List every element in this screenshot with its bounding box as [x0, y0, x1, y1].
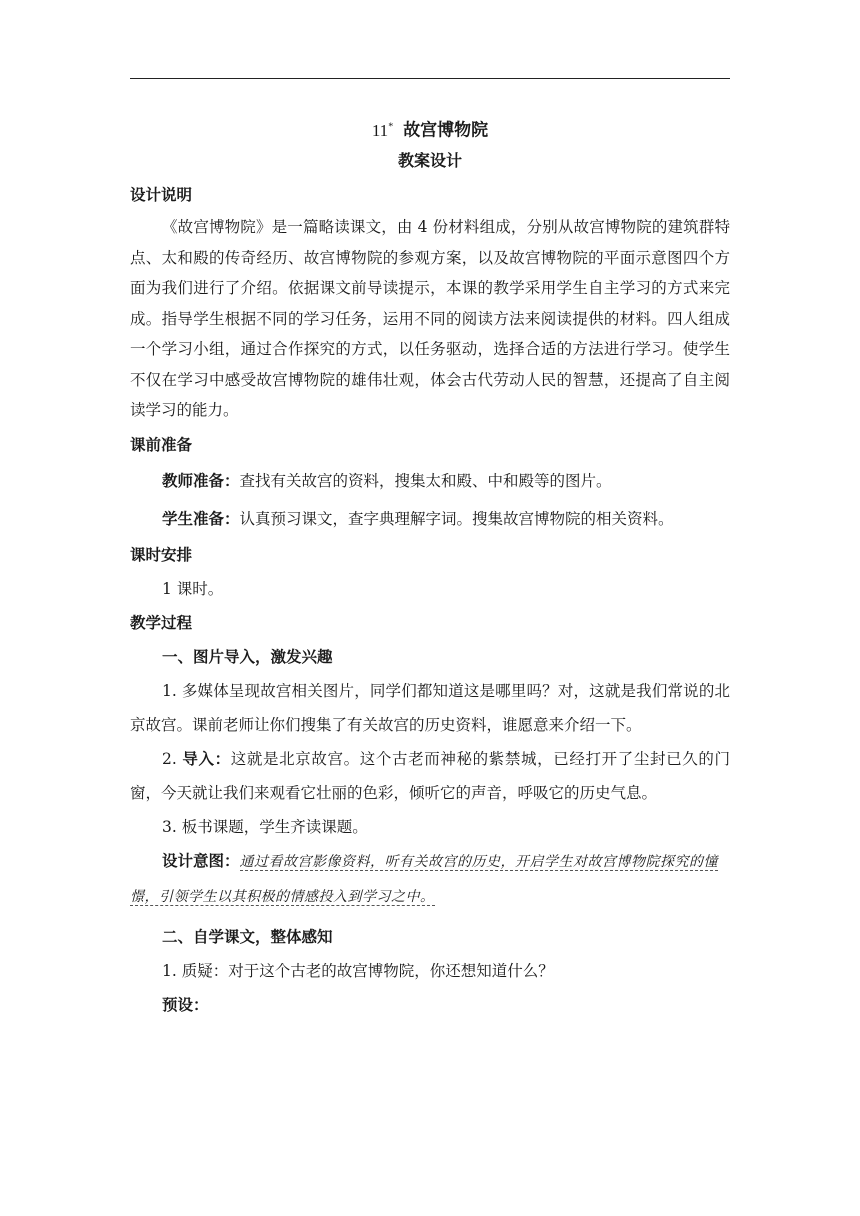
design-intent-label: 设计意图：: [162, 851, 240, 870]
teacher-prep-label: 教师准备：: [162, 471, 240, 490]
part2-step1-prefix: 1.: [162, 961, 182, 980]
design-intent: [130, 844, 730, 914]
section-heading-process: 教学过程: [130, 613, 193, 632]
part1-heading: 一、图片导入，激发兴趣: [162, 647, 333, 666]
preset-label: 预设：: [162, 995, 209, 1014]
part1-step-3: 3. 板书课题，学生齐读课题。: [162, 817, 368, 836]
design-intent-text: 通过看故宫影像资料，听有关故宫的历史，开启学生对故宫博物院探究的憧憬，引领学生以其积极的情感投入到学习之中。: [130, 853, 719, 905]
schedule-text: 1 课时。: [162, 579, 224, 598]
document-body: [130, 110, 730, 1022]
design-notes-paragraph: 《故宫博物院》是一篇略读课文，由 4 份材料组成，分别从故宫博物院的建筑群特点、太和殿的传奇经历、故宫博物院的参观方案，以及故宫博物院的平面示意图四个方面为我们进行了介绍。依据课文前导读提示，本课的教学采用学生自主学习的方式来完成。指导学生根据不同的学习任务，运用不同的阅读方法来阅读提供的材料。四人组成一个学习小组，通过合作探究的方式，以任务驱动，选择合适的方法进行学习。使学生不仅在学习中感受故宫博物院的雄伟壮观，体会古代劳动人民的智慧，还提高了自主阅读学习的能力。: [130, 218, 730, 419]
teacher-prep-text: 查找有关故宫的资料，搜集太和殿、中和殿等的图片。: [239, 471, 612, 490]
teacher-preparation: [130, 462, 730, 500]
section-heading-schedule: 课时安排: [130, 545, 193, 564]
lesson-title: [130, 110, 730, 144]
part2-step-1: [130, 954, 730, 988]
part1-step-2: [130, 742, 730, 810]
student-prep-text: 认真预习课文，查字典理解字词。搜集故宫博物院的相关资料。: [239, 509, 674, 528]
step2-text: 这就是北京故宫。这个古老而神秘的紫禁城，已经打开了尘封已久的门窗，今天就让我们来观看它壮丽的色彩，倾听它的声音，呼吸它的历史气息。: [130, 749, 730, 802]
step2-label: 导入：: [182, 749, 231, 768]
section-heading-preparation: 课前准备: [130, 435, 193, 454]
lesson-title-text: 故宫博物院: [403, 120, 489, 141]
part2-step1-text: 对于这个古老的故宫博物院，你还想知道什么？: [228, 961, 554, 980]
lesson-subtitle: 教案设计: [397, 151, 462, 170]
part2-step1-label: 质疑：: [181, 961, 229, 980]
student-prep-label: 学生准备：: [162, 509, 240, 528]
preset-line: [130, 988, 730, 1022]
part1-step-1: 1. 多媒体呈现故宫相关图片，同学们都知道这是哪里吗？对，这就是我们常说的北京故宫。课前老师让你们搜集了有关故宫的历史资料，谁愿意来介绍一下。: [130, 681, 730, 734]
part2-heading: 二、自学课文，整体感知: [162, 927, 333, 946]
part1-steps: [130, 674, 730, 914]
student-preparation: [130, 500, 730, 538]
step2-prefix: 2.: [162, 749, 183, 768]
section-heading-design-notes: 设计说明: [130, 186, 193, 204]
lesson-number: 11*: [371, 120, 394, 140]
header-rule: [130, 78, 730, 79]
